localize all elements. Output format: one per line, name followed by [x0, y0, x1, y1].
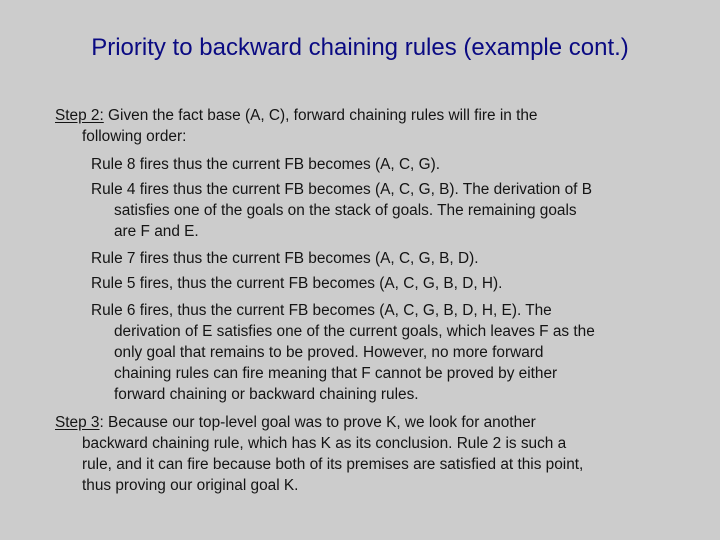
rule4-line-1: Rule 4 fires thus the current FB becomes (A, C, G, B). The derivation of B [91, 181, 592, 198]
rule6-line-4: chaining rules can fire meaning that F cannot be proved by either [114, 365, 558, 382]
rule4-line-2: satisfies one of the goals on the stack of goals. The remaining goals [114, 202, 577, 219]
step2-label: Step 2: [55, 107, 104, 124]
step3-line-4: thus proving our original goal K. [82, 477, 299, 494]
rule6-line-3: only goal that remains to be proved. However, no more forward [114, 344, 544, 361]
rule6-line-5: forward chaining or backward chaining rules. [114, 386, 419, 403]
rule7-line-1: Rule 7 fires thus the current FB becomes (A, C, G, B, D). [91, 250, 479, 267]
step2-line-2: following order: [82, 128, 187, 145]
step3-line-1 [55, 413, 536, 434]
step2-line-1 [55, 106, 537, 127]
rule5-line-1: Rule 5 fires, thus the current FB becomes (A, C, G, B, D, H). [91, 275, 503, 292]
rule4-line-3: are F and E. [114, 223, 199, 240]
step3-line-2: backward chaining rule, which has K as its conclusion. Rule 2 is such a [82, 435, 567, 452]
step3-label: Step 3 [55, 414, 100, 431]
slide-title: Priority to backward chaining rules (example cont.) [91, 34, 629, 61]
rule8-line-1: Rule 8 fires thus the current FB becomes (A, C, G). [91, 156, 440, 173]
rule6-line-2: derivation of E satisfies one of the current goals, which leaves F as the [114, 323, 595, 340]
step3-text: : Because our top-level goal was to prove K, we look for another [99, 414, 536, 431]
rule6-line-1: Rule 6 fires, thus the current FB becomes (A, C, G, B, D, H, E). The [91, 302, 552, 319]
step3-line-3: rule, and it can fire because both of its premises are satisfied at this point, [82, 456, 584, 473]
step2-text: Given the fact base (A, C), forward chaining rules will fire in the [103, 107, 538, 124]
